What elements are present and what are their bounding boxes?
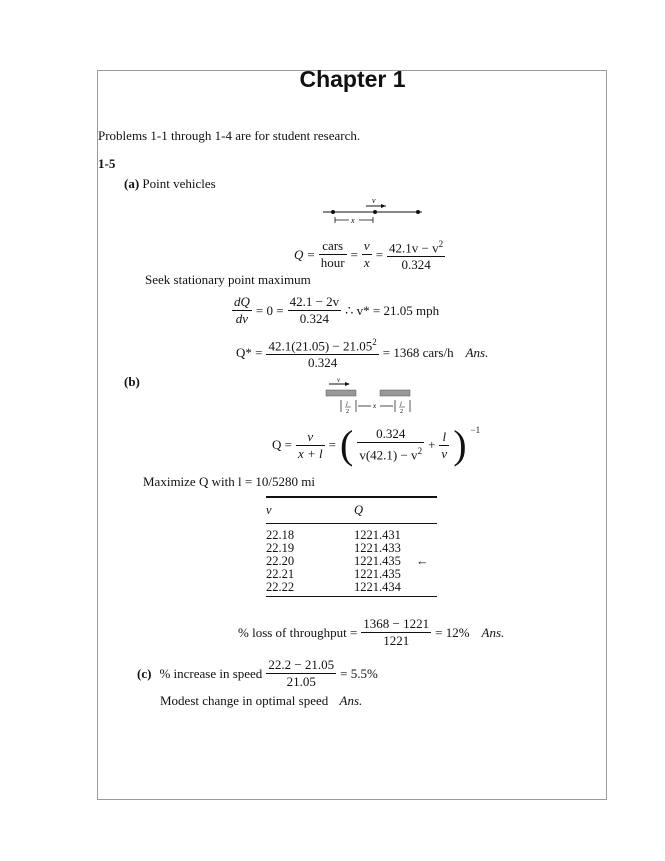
vehicle-rect-2 [380, 390, 410, 396]
table-cell-v: 22.19 [266, 541, 295, 555]
equation-a2: $\frac{dQ}{dv}$ = 0 = $\frac{42.1 - 2v}{0.324}$ ∴ v* = 21.05 mph [234, 294, 440, 326]
table-cell-q: 1221.431 [354, 528, 401, 542]
part-a-title: Point vehicles [142, 176, 216, 191]
table-header-row: v Q [266, 504, 437, 524]
spacing-label: x [351, 216, 355, 225]
chapter-title: Chapter 1 [299, 66, 406, 92]
table-row [266, 581, 437, 594]
velocity-label: v [372, 196, 376, 205]
part-a-heading [124, 176, 216, 192]
equation-loss: % loss of throughput = $\frac{1368 - 1221}{1221}$ = 12% Ans. [238, 616, 505, 648]
part-a-label: (a) [124, 176, 140, 191]
vehicle-dot-1 [331, 210, 335, 214]
svg-text:v: v [337, 376, 341, 384]
equation-a1: Q = $\frac{\text{cars}}{\text{hour}}$ = $\frac{v}{x}$ = $\frac{42.1v - v^2}{0.324}$ [294, 236, 445, 273]
table-cell-v: 22.20 [266, 554, 295, 568]
seek-text: Seek stationary point maximum [145, 272, 311, 287]
svg-text:x: x [373, 402, 377, 410]
svg-text:l: l [400, 402, 402, 408]
part-b-label: (b) [124, 374, 140, 389]
table-cell-v: 22.21 [266, 567, 295, 581]
intro-text: Problems 1-1 through 1-4 are for student research. [98, 128, 361, 143]
svg-text:2: 2 [400, 409, 403, 415]
equation-a3: Q* = $\frac{42.1(21.05) - 21.05^2}{0.324}$ = 1368 cars/h Ans. [236, 334, 488, 371]
q-table [266, 504, 437, 524]
table-cell-q: 1221.434 [354, 580, 401, 594]
equation-b: Q = $\frac{v}{x + l}$ = ( $\frac{0.324}{v(42.1) - v^2}$ + $\frac{l}{v}$ ) $^{-1}$ [272, 422, 481, 467]
table-cell-q: 1221.435 [354, 567, 401, 581]
problem-number: 1-5 [98, 156, 116, 171]
part-c-label: (c) [137, 665, 152, 681]
q-table-wrap [266, 496, 437, 597]
max-marker: ← [416, 554, 429, 568]
velocity-arrowhead [381, 204, 386, 208]
vehicle-dot-3 [416, 210, 420, 214]
q-table-body [266, 529, 437, 597]
vehicle-length-diagram [322, 376, 417, 416]
point-vehicles-diagram [318, 196, 430, 226]
part-c-note: Modest change in optimal speed Ans. [160, 693, 363, 708]
maximize-text: Maximize Q with l = 10/5280 mi [143, 474, 315, 489]
table-cell-v: 22.18 [266, 528, 295, 542]
svg-text:2: 2 [346, 409, 349, 415]
vehicle-dot-2 [373, 210, 377, 214]
svg-text:l: l [346, 402, 348, 408]
equation-c: (c) % increase in speed $\frac{22.2 - 21.05}{21.05}$ = 5.5% [137, 657, 378, 689]
table-cell-q: 1221.435 [354, 554, 401, 568]
table-cell-q: 1221.433 [354, 541, 401, 555]
table-cell-v: 22.22 [266, 580, 295, 594]
vehicle-rect-1 [326, 390, 356, 396]
